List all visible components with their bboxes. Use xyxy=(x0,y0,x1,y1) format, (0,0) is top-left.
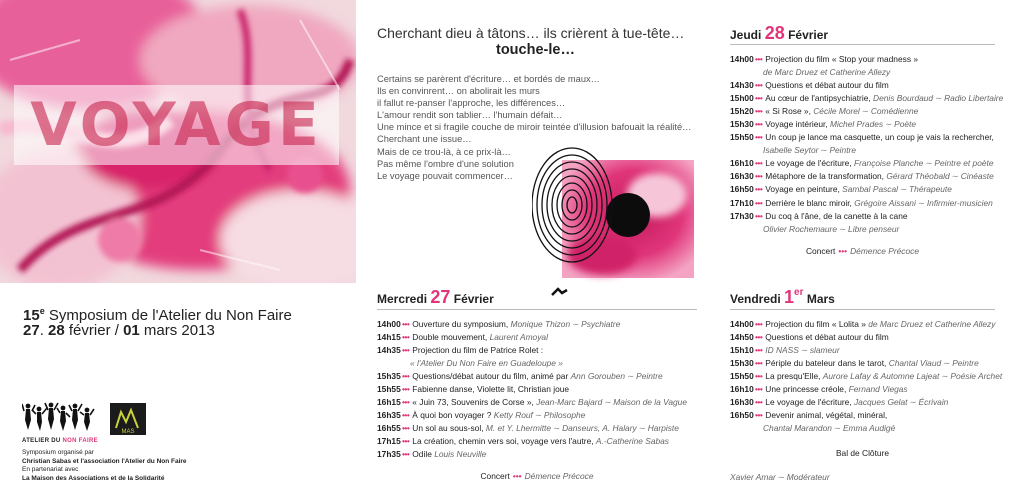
session-title: Du coq à l'âne, de la canette à la cane xyxy=(765,210,908,221)
symposium-name: Symposium de l'Atelier du Non Faire xyxy=(44,307,292,324)
schedule-vendredi xyxy=(730,318,1020,435)
schedule-row-continued xyxy=(730,66,1020,79)
session-title: Le voyage de l'écriture, xyxy=(765,158,852,169)
time: 17h10 xyxy=(730,197,754,208)
schedule-row xyxy=(377,435,707,448)
time: 14h15 xyxy=(377,332,401,343)
credits-line: Symposium organisé par xyxy=(22,449,94,456)
org-logo-label xyxy=(22,438,98,444)
speaker: Jacques Gelat xyxy=(853,397,908,408)
speaker: M. et Y. Lhermitte xyxy=(485,423,552,434)
speaker: Gérard Théobald xyxy=(886,171,950,182)
dots-icon: ••• xyxy=(402,436,410,447)
session-title: Une princesse créole, xyxy=(765,384,847,395)
speaker: Louis Neuville xyxy=(434,449,487,460)
session-title: Questions et débat autour du film xyxy=(765,80,889,91)
speaker-role: Comédienne xyxy=(870,106,919,117)
closing-event: Bal de Clôture xyxy=(835,448,890,458)
dots-icon: ••• xyxy=(402,384,410,395)
dots-icon: ••• xyxy=(755,410,763,421)
schedule-row xyxy=(730,370,1020,383)
concert-band: Démence Précoce xyxy=(850,246,920,256)
time: 14h50 xyxy=(730,332,754,343)
session-title: Périple du bateleur dans le tarot, xyxy=(765,358,887,369)
session-title: À quoi bon voyager ? xyxy=(412,410,492,421)
dots-icon: ••• xyxy=(402,397,410,408)
tilde-icon: ∼ xyxy=(951,171,959,182)
schedule-row-continued xyxy=(377,357,707,370)
schedule-row xyxy=(730,409,1020,422)
session-title: Voyage intérieur, xyxy=(765,119,828,130)
date-middle: février / xyxy=(64,322,124,339)
time: 16h30 xyxy=(730,171,754,182)
speaker-role: slameur xyxy=(809,345,840,356)
time: 14h00 xyxy=(730,54,754,64)
time: 16h35 xyxy=(377,410,401,421)
time: 16h10 xyxy=(730,384,754,395)
schedule-row xyxy=(730,357,1020,370)
speaker-role: Écrivain xyxy=(918,397,949,408)
tilde-icon: ∼ xyxy=(935,93,943,104)
dots-icon: ••• xyxy=(755,106,763,117)
dots-icon: ••• xyxy=(402,319,410,329)
date-separator: . xyxy=(39,322,49,339)
session-subtitle: « l'Atelier Du Non Faire en Guadeloupe » xyxy=(410,358,563,369)
schedule-row xyxy=(730,118,1020,131)
poem-line: Certains se parèrent d'écriture… et bordés de maux… xyxy=(377,74,600,84)
speaker-role: Philosophe xyxy=(543,410,586,421)
credits-organizers: Christian Sabas et l'association l'Atelier du Non Faire xyxy=(22,457,187,465)
organizer-credits xyxy=(22,449,262,483)
dots-icon: ••• xyxy=(402,410,410,421)
tilde-icon: ∼ xyxy=(917,197,925,208)
day-heading-vendredi xyxy=(730,287,835,308)
tilde-icon: ∼ xyxy=(638,423,646,434)
session-title: Voyage en peinture, xyxy=(765,184,840,195)
speaker: Chantal Viaud xyxy=(888,358,942,369)
poem-line: Ils en convinrent… on abolirait les murs xyxy=(377,86,540,97)
tilde-icon: ∼ xyxy=(604,397,612,408)
speaker: Cécile Morel xyxy=(813,106,860,117)
speaker-role: Maison de la Vague xyxy=(613,397,687,408)
speaker: Aurore Lafay & Automne Lajeat xyxy=(822,371,940,382)
poem-line: Le voyage pouvait commencer… xyxy=(377,170,513,181)
tilde-icon: ∼ xyxy=(943,358,951,369)
speaker-role: Poète xyxy=(894,119,917,130)
dots-icon: ••• xyxy=(755,132,763,143)
moderator-role: Modérateur xyxy=(786,472,830,482)
schedule-jeudi xyxy=(730,53,1020,236)
schedule-row xyxy=(377,344,707,357)
time: 15h30 xyxy=(730,358,754,369)
concert-label: Concert xyxy=(805,246,836,256)
speaker-role: Poésie Archet xyxy=(950,371,1003,382)
dots-icon: ••• xyxy=(402,332,410,343)
session-title: Au cœur de l'antipsychiatrie, xyxy=(765,93,871,104)
speaker-role: Peintre et poète xyxy=(934,158,994,169)
day-heading-jeudi xyxy=(730,23,828,44)
speaker: Denis Bourdaud xyxy=(873,93,934,104)
speaker-role: Peintre xyxy=(636,371,663,382)
time: 15h20 xyxy=(730,106,754,117)
speaker: Monique Thizon xyxy=(510,319,571,329)
date-01: 01 xyxy=(123,322,140,339)
speaker-role: Emma Audigé xyxy=(842,423,896,434)
date-28: 28 xyxy=(48,322,65,339)
tilde-icon: ∼ xyxy=(627,371,635,382)
concert-band: Démence Précoce xyxy=(524,471,594,481)
time: 16h50 xyxy=(730,410,754,421)
poem-line: Cherchant une issue… xyxy=(377,134,472,145)
schedule-row xyxy=(730,92,1020,105)
poem-line: Pas même l'ombre d'une solution xyxy=(377,158,514,169)
schedule-row xyxy=(377,422,707,435)
poem-line: Une mince et si fragile couche de miroir teintée d'illusion bafouait la réalité… xyxy=(377,122,692,133)
time: 15h55 xyxy=(377,384,401,395)
time: 14h30 xyxy=(730,80,754,91)
symposium-number: 15 xyxy=(23,307,40,324)
schedule-row xyxy=(730,170,1020,183)
tilde-icon: ∼ xyxy=(925,158,933,169)
session-title: Double mouvement, xyxy=(412,332,488,343)
tilde-icon: ∼ xyxy=(820,145,828,156)
time: 16h10 xyxy=(730,158,754,169)
schedule-row-continued xyxy=(730,223,1020,236)
time: 17h30 xyxy=(730,210,754,221)
speaker: A.-Catherine Sabas xyxy=(595,436,669,447)
tilde-icon: ∼ xyxy=(534,410,542,421)
speaker-role: Peintre xyxy=(952,358,979,369)
time: 15h10 xyxy=(730,345,754,356)
speaker-role: Psychiatre xyxy=(581,319,621,329)
time: 14h00 xyxy=(377,319,401,329)
divider xyxy=(730,44,995,45)
speaker-role: Harpiste xyxy=(647,423,679,434)
mas-logo-text: MAS xyxy=(121,429,135,435)
day-number: 1 xyxy=(784,287,795,307)
tilde-icon: ∼ xyxy=(833,423,841,434)
tilde-icon: ∼ xyxy=(909,397,917,408)
session-title: Derrière le blanc miroir, xyxy=(765,197,852,208)
day-number: 27 xyxy=(430,287,451,307)
time: 15h50 xyxy=(730,132,754,143)
dots-icon: ••• xyxy=(755,158,763,169)
day-number-suffix: er xyxy=(794,287,804,298)
schedule-row xyxy=(377,409,707,422)
divider xyxy=(730,309,995,310)
org-name-part1: ATELIER DU xyxy=(22,438,63,444)
symposium-dates xyxy=(23,322,215,339)
schedule-row xyxy=(730,318,1020,331)
session-title: Projection du film de Patrice Rolet : xyxy=(412,345,544,356)
concert-mercredi xyxy=(377,471,697,481)
schedule-row xyxy=(730,344,1020,357)
time: 17h15 xyxy=(377,436,401,447)
dots-icon: ••• xyxy=(512,471,522,481)
symposium-number-suffix: e xyxy=(39,306,45,316)
time: 14h35 xyxy=(377,345,401,356)
quote-emphasis: touche-le… xyxy=(496,42,575,58)
poem-line: il fallut re-panser l'approche, les différences… xyxy=(377,98,566,109)
day-name: Mercredi xyxy=(377,292,428,306)
speaker-role: Infirmier-musicien xyxy=(926,197,993,208)
dots-icon: ••• xyxy=(755,397,763,408)
speaker-role: Thérapeute xyxy=(909,184,952,195)
speaker: de Marc Druez et Catherine Allezy xyxy=(868,319,996,329)
poem-line: Mais de ce trou-là, à ce prix-là… xyxy=(377,146,511,157)
schedule-row-continued xyxy=(730,422,1020,435)
tilde-icon: ∼ xyxy=(572,319,580,329)
day-month: Mars xyxy=(806,292,835,306)
session-title: Ouverture du symposium, xyxy=(412,319,509,329)
credits-line: En partenariat avec xyxy=(22,466,79,474)
tilde-icon: ∼ xyxy=(861,106,869,117)
speaker: Ann Gorouben xyxy=(570,371,626,382)
session-title: Projection du film « Lolita » xyxy=(765,319,866,329)
dots-icon: ••• xyxy=(402,371,410,382)
speaker: Michel Prades xyxy=(830,119,884,130)
dots-icon: ••• xyxy=(755,197,763,208)
speaker: Olivier Rochemaure xyxy=(763,223,838,234)
date-27: 27 xyxy=(23,322,40,339)
schedule-row xyxy=(730,197,1020,210)
schedule-row xyxy=(377,370,707,383)
dots-icon: ••• xyxy=(755,371,763,382)
session-title: « Si Rose », xyxy=(765,106,811,117)
tilde-icon: ∼ xyxy=(800,345,808,356)
schedule-row xyxy=(730,331,1020,344)
session-title: Questions et débat autour du film xyxy=(765,332,889,343)
time: 15h50 xyxy=(730,371,754,382)
dots-icon: ••• xyxy=(402,345,410,356)
dots-icon: ••• xyxy=(755,319,763,329)
schedule-row xyxy=(730,131,1020,144)
time: 15h35 xyxy=(377,371,401,382)
session-title: La création, chemin vers soi, voyage vers l'autre, xyxy=(412,436,594,447)
tilde-icon: ∼ xyxy=(777,472,785,482)
concert-label: Concert xyxy=(480,471,510,481)
speaker-role: Danseurs, A. Halary xyxy=(562,423,637,434)
speaker: Ketty Rouf xyxy=(493,410,533,421)
session-title: La presqu'Elle, xyxy=(765,371,821,382)
dots-icon: ••• xyxy=(755,358,763,369)
schedule-row xyxy=(730,183,1020,196)
dots-icon: ••• xyxy=(755,332,763,343)
schedule-row xyxy=(730,79,1020,92)
speaker-role: Radio Libertaire xyxy=(944,93,1004,104)
dots-icon: ••• xyxy=(755,54,763,64)
speaker: Chantal Marandon xyxy=(763,423,832,434)
session-title: Questions/débat autour du film, animé par xyxy=(412,371,569,382)
session-title: Métaphore de la transformation, xyxy=(765,171,885,182)
schedule-row xyxy=(377,448,707,461)
speaker: Laurent Amoyal xyxy=(489,332,548,343)
dots-icon: ••• xyxy=(838,246,848,256)
day-heading-mercredi xyxy=(377,287,494,308)
dots-icon: ••• xyxy=(755,119,763,130)
moderator xyxy=(730,472,830,482)
schedule-row xyxy=(377,318,707,331)
divider xyxy=(377,309,697,310)
speaker: Grégoire Aissani xyxy=(854,197,916,208)
quote-line: Cherchant dieu à tâtons… ils crièrent à tue-tête… xyxy=(377,25,685,41)
session-title: « Juin 73, Souvenirs de Corse », xyxy=(412,397,534,408)
org-name-part2: NON FAIRE xyxy=(62,438,98,444)
schedule-row xyxy=(377,331,707,344)
fingerprint-artwork xyxy=(532,135,694,303)
speaker-role: Peintre xyxy=(829,145,856,156)
session-title: Projection du film « Stop your madness » xyxy=(765,54,918,64)
session-subtitle: de Marc Druez et Catherine Allezy xyxy=(763,67,891,78)
time: 15h30 xyxy=(730,119,754,130)
schedule-mercredi xyxy=(377,318,707,462)
dots-icon: ••• xyxy=(755,171,763,182)
dots-icon: ••• xyxy=(755,384,763,395)
dots-icon: ••• xyxy=(755,184,763,195)
tilde-icon: ∼ xyxy=(839,223,847,234)
session-title: Odile xyxy=(412,449,432,460)
speaker: ID NASS xyxy=(765,345,799,356)
schedule-row xyxy=(730,157,1020,170)
time: 15h00 xyxy=(730,93,754,104)
credits-partner: La Maison des Associations et de la Solidarité xyxy=(22,474,165,482)
session-title: Un sol au sous-sol, xyxy=(412,423,484,434)
speaker-role: Libre penseur xyxy=(848,223,900,234)
day-month: Février xyxy=(453,292,494,306)
dots-icon: ••• xyxy=(402,449,410,460)
time: 16h50 xyxy=(730,184,754,195)
session-title: Un coup je lance ma casquette, un coup je vais la rechercher, xyxy=(765,132,994,143)
tilde-icon: ∼ xyxy=(941,371,949,382)
day-name: Vendredi xyxy=(730,292,781,306)
date-end: mars 2013 xyxy=(139,322,215,339)
session-title: Le voyage de l'écriture, xyxy=(765,397,852,408)
tilde-icon: ∼ xyxy=(553,423,561,434)
session-title: Devenir animal, végétal, minéral, xyxy=(765,410,888,421)
speaker: Jean-Marc Bajard xyxy=(536,397,603,408)
schedule-row xyxy=(730,383,1020,396)
speaker: Sambal Pascal xyxy=(842,184,899,195)
time: 17h35 xyxy=(377,449,401,460)
time: 16h15 xyxy=(377,397,401,408)
day-name: Jeudi xyxy=(730,28,762,42)
dots-icon: ••• xyxy=(402,423,410,434)
day-month: Février xyxy=(788,28,829,42)
speaker: Fernand Viegas xyxy=(848,384,908,395)
concert-jeudi xyxy=(730,246,995,256)
day-number: 28 xyxy=(764,23,785,43)
dots-icon: ••• xyxy=(755,210,763,221)
dots-icon: ••• xyxy=(755,345,763,356)
schedule-row-continued xyxy=(730,144,1020,157)
session-title: Fabienne danse, Violette lit, Christian joue xyxy=(412,384,570,395)
dots-icon: ••• xyxy=(755,93,763,104)
time: 16h55 xyxy=(377,423,401,434)
schedule-row xyxy=(730,53,1020,66)
schedule-row xyxy=(377,383,707,396)
cover-title: VOYAGE xyxy=(30,90,323,160)
schedule-row xyxy=(730,105,1020,118)
dots-icon: ••• xyxy=(755,80,763,91)
speaker: Françoise Planche xyxy=(853,158,924,169)
tilde-icon: ∼ xyxy=(885,119,893,130)
schedule-row xyxy=(730,210,1020,223)
speaker-role: Cinéaste xyxy=(960,171,994,182)
schedule-row xyxy=(730,396,1020,409)
time: 14h00 xyxy=(730,319,754,329)
poem-line: L'amour rendit son tablier… l'humain défait… xyxy=(377,110,563,121)
tilde-icon: ∼ xyxy=(900,184,908,195)
speaker: Isabelle Seytor xyxy=(763,145,819,156)
time: 16h30 xyxy=(730,397,754,408)
moderator-name: Xavier Amar xyxy=(730,472,776,482)
schedule-row xyxy=(377,396,707,409)
